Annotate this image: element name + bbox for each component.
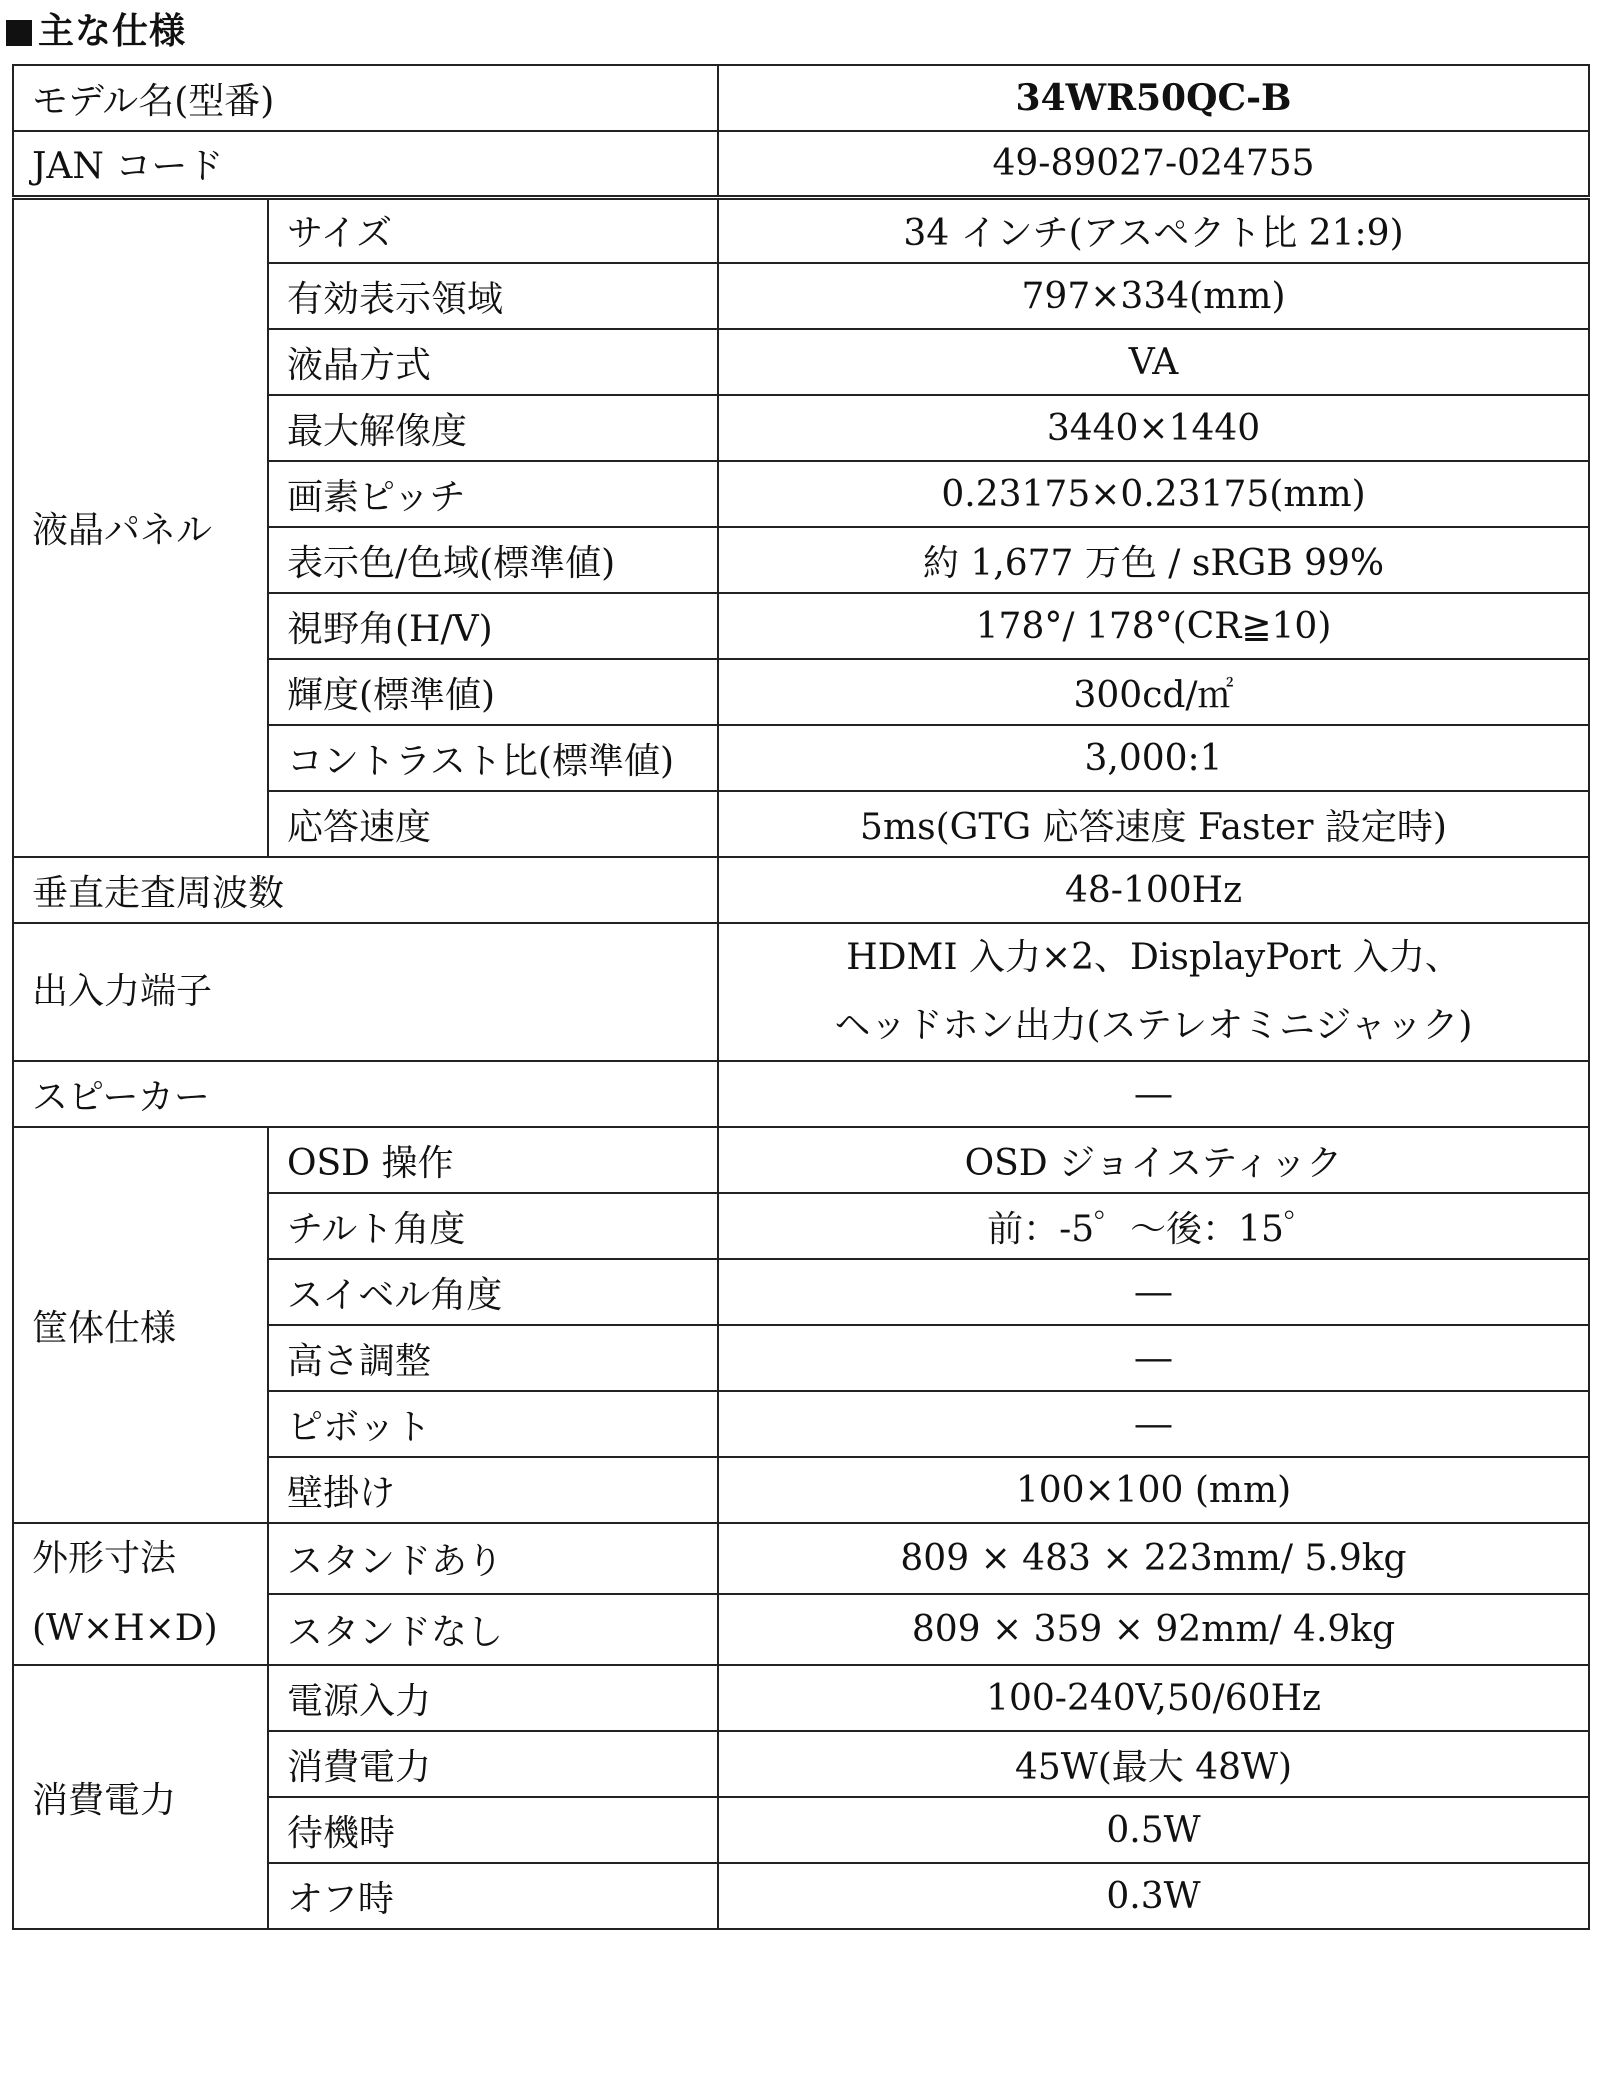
row-label: スイベル角度	[268, 1259, 718, 1325]
row-label: スピーカー	[13, 1061, 718, 1127]
spec-table	[12, 64, 1590, 1930]
table-row	[13, 1127, 1589, 1193]
row-label: 電源入力	[268, 1665, 718, 1731]
row-value: 0.5W	[718, 1797, 1589, 1863]
table-row	[13, 857, 1589, 923]
row-label: 出入力端子	[13, 923, 718, 1061]
row-label: 有効表示領域	[268, 263, 718, 329]
table-row	[13, 65, 1589, 131]
row-value: ―	[718, 1325, 1589, 1391]
row-value: 300cd/㎡	[718, 659, 1589, 725]
group-label-housing: 筐体仕様	[13, 1127, 268, 1523]
row-value: 34 インチ(アスペクト比 21:9)	[718, 197, 1589, 263]
jan-code-value: 49-89027-024755	[718, 131, 1589, 197]
row-value: 809 × 483 × 223mm/ 5.9kg	[718, 1523, 1589, 1594]
row-value: 797×334(mm)	[718, 263, 1589, 329]
row-label: 液晶方式	[268, 329, 718, 395]
row-label: 応答速度	[268, 791, 718, 857]
row-label: 垂直走査周波数	[13, 857, 718, 923]
row-label: ピボット	[268, 1391, 718, 1457]
square-bullet-icon	[6, 20, 32, 46]
section-heading	[6, 6, 186, 58]
row-value: ―	[718, 1061, 1589, 1127]
row-value: 約 1,677 万色 / sRGB 99%	[718, 527, 1589, 593]
io-ports-value	[718, 923, 1589, 1061]
io-line-1: HDMI 入力×2、DisplayPort 入力、	[846, 937, 1461, 978]
row-label: 高さ調整	[268, 1325, 718, 1391]
group-label-power: 消費電力	[13, 1665, 268, 1929]
row-label: オフ時	[268, 1863, 718, 1929]
table-row	[13, 1523, 1589, 1594]
group-label-dimensions	[13, 1523, 268, 1665]
row-label: OSD 操作	[268, 1127, 718, 1193]
table-row	[13, 1665, 1589, 1731]
row-label: 消費電力	[268, 1731, 718, 1797]
row-value: 100-240V,50/60Hz	[718, 1665, 1589, 1731]
row-label: JAN コード	[13, 131, 718, 197]
row-value: VA	[718, 329, 1589, 395]
table-row	[13, 131, 1589, 197]
row-label: スタンドあり	[268, 1523, 718, 1594]
row-label: コントラスト比(標準値)	[268, 725, 718, 791]
dimensions-axes: (W×H×D)	[32, 1608, 218, 1649]
io-line-2: ヘッドホン出力(ステレオミニジャック)	[834, 1005, 1473, 1046]
row-label: 壁掛け	[268, 1457, 718, 1523]
dimensions-title: 外形寸法	[32, 1538, 177, 1579]
row-value: 0.23175×0.23175(mm)	[718, 461, 1589, 527]
row-value: 809 × 359 × 92mm/ 4.9kg	[718, 1594, 1589, 1665]
row-label: 視野角(H/V)	[268, 593, 718, 659]
row-value: 3,000:1	[718, 725, 1589, 791]
row-value: 48-100Hz	[718, 857, 1589, 923]
row-value: 178°/ 178°(CR≧10)	[718, 593, 1589, 659]
model-number-value: 34WR50QC-B	[718, 65, 1589, 131]
row-label: モデル名(型番)	[13, 65, 718, 131]
row-label: チルト角度	[268, 1193, 718, 1259]
row-value: 前：-5゜～後：15゜	[718, 1193, 1589, 1259]
row-label: 画素ピッチ	[268, 461, 718, 527]
row-label: スタンドなし	[268, 1594, 718, 1665]
row-value: ―	[718, 1391, 1589, 1457]
heading-text: 主な仕様	[38, 11, 187, 52]
table-row	[13, 197, 1589, 263]
row-label: 待機時	[268, 1797, 718, 1863]
row-value: 0.3W	[718, 1863, 1589, 1929]
row-value: 3440×1440	[718, 395, 1589, 461]
row-value: 45W(最大 48W)	[718, 1731, 1589, 1797]
row-label: サイズ	[268, 197, 718, 263]
row-label: 輝度(標準値)	[268, 659, 718, 725]
row-value: 100×100 (mm)	[718, 1457, 1589, 1523]
table-row	[13, 1061, 1589, 1127]
row-value: 5ms(GTG 応答速度 Faster 設定時)	[718, 791, 1589, 857]
group-label-panel: 液晶パネル	[13, 197, 268, 857]
row-value: OSD ジョイスティック	[718, 1127, 1589, 1193]
row-value: ―	[718, 1259, 1589, 1325]
row-label: 表示色/色域(標準値)	[268, 527, 718, 593]
table-row	[13, 923, 1589, 1061]
row-label: 最大解像度	[268, 395, 718, 461]
